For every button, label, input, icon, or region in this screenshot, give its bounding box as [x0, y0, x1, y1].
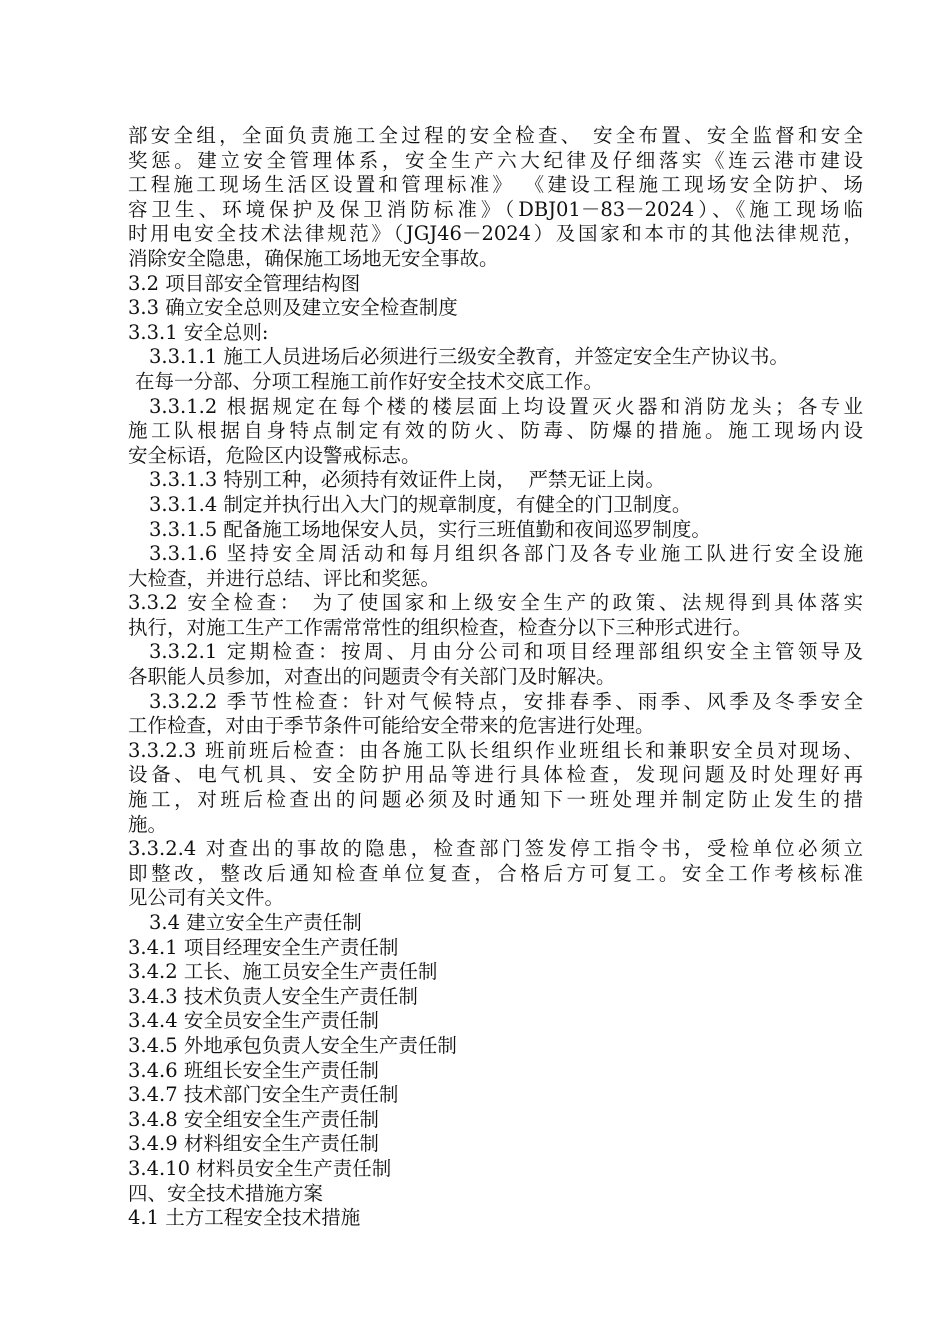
list-item: 3.4.10 材料员安全生产责任制: [128, 1156, 392, 1180]
rule-3-3-2-4-cont: 即整改，整改后通知检查单位复查，合格后方可复工。安全工作考核标准: [128, 861, 863, 885]
rule-3-3-2-4: 3.3.2.4 对查出的事故的隐患，检查部门签发停工指令书，受检单位必须立: [128, 837, 863, 861]
rule-3-3-1-3: 3.3.1.3 特别工种，必须持有效证件上岗， 严禁无证上岗。: [149, 468, 665, 492]
section-heading-3-4: 3.4 建立安全生产责任制: [149, 911, 362, 934]
paragraph-line: 容卫生、环境保护及保卫消防标准》（DBJ01－83－2024）、《施工现场临: [128, 197, 863, 221]
rule-3-3-2-2: 3.3.2.2 季节性检查：针对气候特点，安排春季、雨季、风季及冬季安全: [149, 689, 863, 713]
document-page: [128, 124, 863, 1231]
rule-3-3-1-6: 3.3.1.6 坚持安全周活动和每月组织各部门及各专业施工队进行安全设施: [149, 542, 863, 566]
section-heading-3-3: 3.3 确立安全总则及建立安全检查制度: [128, 296, 458, 320]
paragraph-line: 部安全组，全面负责施工全过程的安全检查、 安全布置、安全监督和安全: [128, 124, 863, 147]
list-item: 3.4.1 项目经理安全生产责任制: [128, 935, 399, 959]
list-item: 3.4.2 工长、施工员安全生产责任制: [128, 960, 438, 984]
list-item: 3.4.8 安全组安全生产责任制: [128, 1107, 379, 1131]
list-item: 3.4.6 班组长安全生产责任制: [128, 1058, 379, 1082]
rule-3-3-1-5: 3.3.1.5 配备施工场地保安人员，实行三班值勤和夜间巡罗制度。: [149, 517, 711, 541]
rule-3-3-2-4-cont: 见公司有关文件。: [128, 886, 285, 910]
list-item: 3.4.4 安全员安全生产责任制: [128, 1009, 379, 1033]
paragraph-line: 消除安全隐患，确保施工场地无安全事故。: [128, 246, 499, 270]
list-item: 3.4.7 技术部门安全生产责任制: [128, 1083, 399, 1107]
list-item: 3.4.3 技术负责人安全生产责任制: [128, 984, 418, 1008]
rule-3-3-1-6-cont: 大检查，并进行总结、评比和奖惩。: [128, 566, 441, 590]
rule-3-3-2-1: 3.3.2.1 定期检查：按周、月由分公司和项目经理部组织安全主管领导及: [149, 640, 863, 664]
rule-3-3-2-3-cont: 施工，对班后检查出的问题必须及时通知下一班处理并制定防止发生的措: [128, 788, 863, 812]
rule-3-3-2-1-cont: 各职能人员参加，对查出的问题责令有关部门及时解决。: [128, 665, 616, 689]
section-3-3-2-cont: 执行，对施工生产工作需常常性的组织检查，检查分以下三种形式进行。: [128, 615, 753, 639]
rule-3-3-2-3: 3.3.2.3 班前班后检查：由各施工队长组织作业班组长和兼职安全员对现场、: [128, 738, 863, 762]
section-heading-4-1: 4.1 土方工程安全技术措施: [128, 1206, 361, 1230]
paragraph-line: 时用电安全技术法律规范》（JGJ46－2024）及国家和本市的其他法律规范，: [128, 222, 863, 246]
list-item: 3.4.5 外地承包负责人安全生产责任制: [128, 1033, 457, 1057]
rule-3-3-2-2-cont: 工作检查，对由于季节条件可能给安全带来的危害进行处理。: [128, 714, 655, 738]
rule-3-3-2-3-cont: 施。: [128, 812, 168, 836]
rule-3-3-1-4: 3.3.1.4 制定并执行出入大门的规章制度，有健全的门卫制度。: [149, 492, 692, 516]
chapter-heading-4: 四、安全技术措施方案: [128, 1181, 324, 1205]
paragraph-line: 工程施工现场生活区设置和管理标准》 《建设工程施工现场安全防护、场: [128, 173, 863, 197]
rule-3-3-2-3-cont: 设备、电气机具、安全防护用品等进行具体检查，发现问题及时处理好再: [128, 763, 863, 787]
section-heading-3-3-2: 3.3.2 安全检查： 为了使国家和上级安全生产的政策、法规得到具体落实: [128, 591, 863, 615]
rule-3-3-1-2-cont: 施工队根据自身特点制定有效的防火、防毒、防爆的措施。施工现场内设: [128, 419, 863, 443]
rule-3-3-1-1-cont: 在每一分部、分项工程施工前作好安全技术交底工作。: [135, 369, 604, 393]
rule-3-3-1-1: 3.3.1.1 施工人员进场后必须进行三级安全教育，并签定安全生产协议书。: [149, 345, 789, 369]
paragraph-line: 奖惩。建立安全管理体系，安全生产六大纪律及仔细落实《连云港市建设: [128, 148, 863, 172]
list-item: 3.4.9 材料组安全生产责任制: [128, 1132, 379, 1156]
section-heading-3-3-1: 3.3.1 安全总则:: [128, 320, 269, 344]
rule-3-3-1-2: 3.3.1.2 根据规定在每个楼的楼层面上均设置灭火器和消防龙头；各专业: [149, 394, 863, 418]
rule-3-3-1-2-cont: 安全标语，危险区内设警戒标志。: [128, 443, 421, 467]
section-heading-3-2: 3.2 项目部安全管理结构图: [128, 271, 361, 295]
